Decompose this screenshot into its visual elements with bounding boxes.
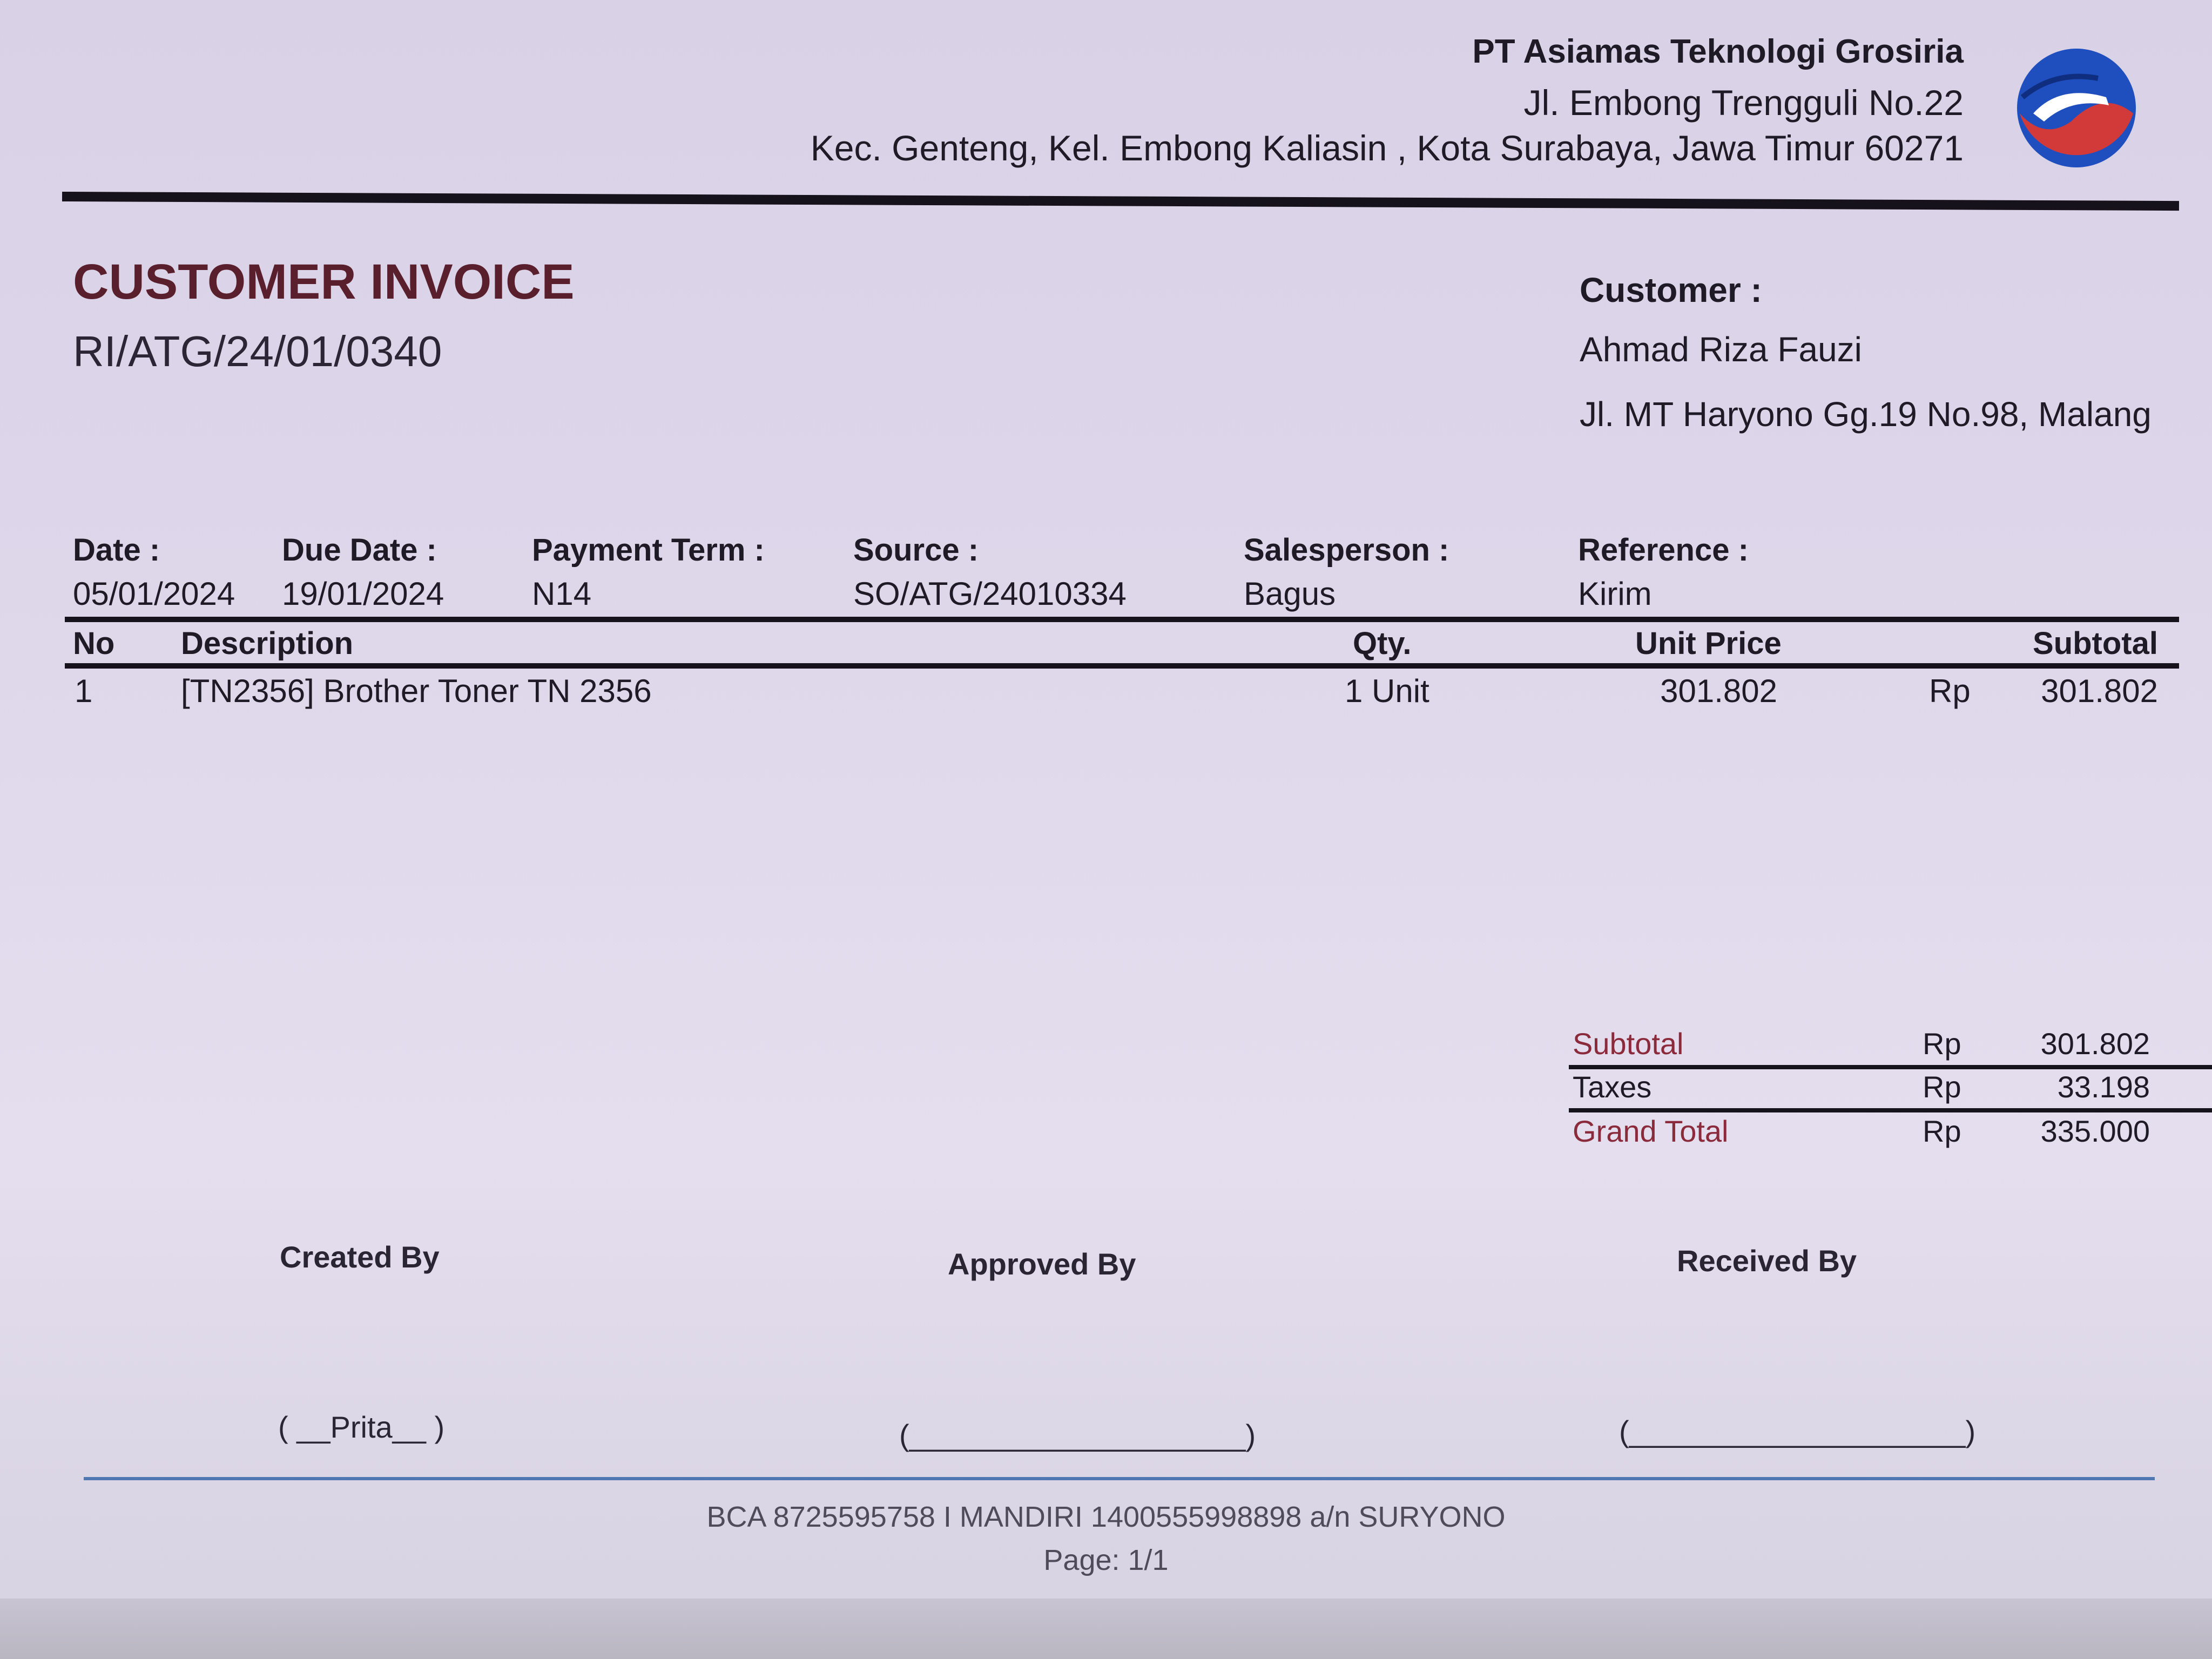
totals-taxes-value: 33.198 <box>2057 1070 2150 1104</box>
signature-received-blank: (____________________) <box>1619 1414 1976 1448</box>
invoice-number: RI/ATG/24/01/0340 <box>73 327 442 375</box>
footer-bank-info: BCA 8725595758 I MANDIRI 1400555998898 a/n SURYONO <box>706 1501 1506 1533</box>
col-header-description: Description <box>181 626 354 661</box>
totals-subtotal-label: Subtotal <box>1573 1027 1684 1061</box>
row-qty: 1 Unit <box>1345 673 1429 709</box>
totals-taxes-currency: Rp <box>1923 1070 1961 1104</box>
date-label: Date : <box>73 532 160 568</box>
totals-rule-1 <box>1569 1065 2212 1069</box>
col-header-qty: Qty. <box>1353 626 1412 661</box>
signature-created-name: ( __Prita__ ) <box>278 1410 445 1444</box>
footer-divider <box>84 1477 2155 1480</box>
totals-rule-2 <box>1569 1108 2212 1112</box>
signature-approved-blank: (____________________) <box>899 1418 1256 1452</box>
payment-term-label: Payment Term : <box>532 532 765 568</box>
row-no: 1 <box>75 673 93 709</box>
row-unit-price: 301.802 <box>1660 673 1777 709</box>
document-title: CUSTOMER INVOICE <box>73 254 575 309</box>
totals-subtotal-value: 301.802 <box>2040 1027 2150 1061</box>
col-header-no: No <box>73 626 115 661</box>
signature-approved-by-label: Approved By <box>948 1247 1136 1281</box>
due-date-label: Due Date : <box>282 532 437 568</box>
customer-name: Ahmad Riza Fauzi <box>1580 330 1862 369</box>
salesperson-value: Bagus <box>1244 576 1336 612</box>
customer-label: Customer : <box>1580 271 1762 309</box>
reference-label: Reference : <box>1578 532 1749 568</box>
col-header-subtotal: Subtotal <box>2033 626 2158 661</box>
page-bottom-edge <box>0 1599 2212 1659</box>
footer-page-number: Page: 1/1 <box>1043 1544 1169 1576</box>
company-address-line1: Jl. Embong Trengguli No.22 <box>1523 83 1964 123</box>
source-label: Source : <box>853 532 979 568</box>
row-subtotal: 301.802 <box>2041 673 2158 709</box>
payment-term-value: N14 <box>532 576 592 612</box>
col-header-unit-price: Unit Price <box>1635 626 1782 661</box>
totals-grand-total-currency: Rp <box>1923 1114 1961 1148</box>
signature-created-by-label: Created By <box>280 1240 440 1274</box>
table-header-rule <box>65 663 2179 669</box>
salesperson-label: Salesperson : <box>1244 532 1449 568</box>
table-top-rule <box>65 617 2179 622</box>
signature-received-by-label: Received By <box>1677 1244 1857 1278</box>
row-description: [TN2356] Brother Toner TN 2356 <box>181 673 652 709</box>
due-date-value: 19/01/2024 <box>282 576 444 612</box>
row-currency: Rp <box>1929 673 1971 709</box>
totals-taxes-label: Taxes <box>1573 1070 1652 1104</box>
company-name: PT Asiamas Teknologi Grosiria <box>1472 33 1964 70</box>
totals-grand-total-label: Grand Total <box>1573 1114 1729 1148</box>
source-value: SO/ATG/24010334 <box>853 576 1127 612</box>
totals-subtotal-currency: Rp <box>1923 1027 1961 1061</box>
company-address-line2: Kec. Genteng, Kel. Embong Kaliasin , Kota Surabaya, Jawa Timur 60271 <box>810 128 1964 168</box>
reference-value: Kirim <box>1578 576 1652 612</box>
totals-grand-total-value: 335.000 <box>2040 1114 2150 1148</box>
header-divider <box>62 192 2179 211</box>
customer-address: Jl. MT Haryono Gg.19 No.98, Malang <box>1580 395 2152 434</box>
company-logo-icon <box>2012 32 2141 184</box>
date-value: 05/01/2024 <box>73 576 235 612</box>
